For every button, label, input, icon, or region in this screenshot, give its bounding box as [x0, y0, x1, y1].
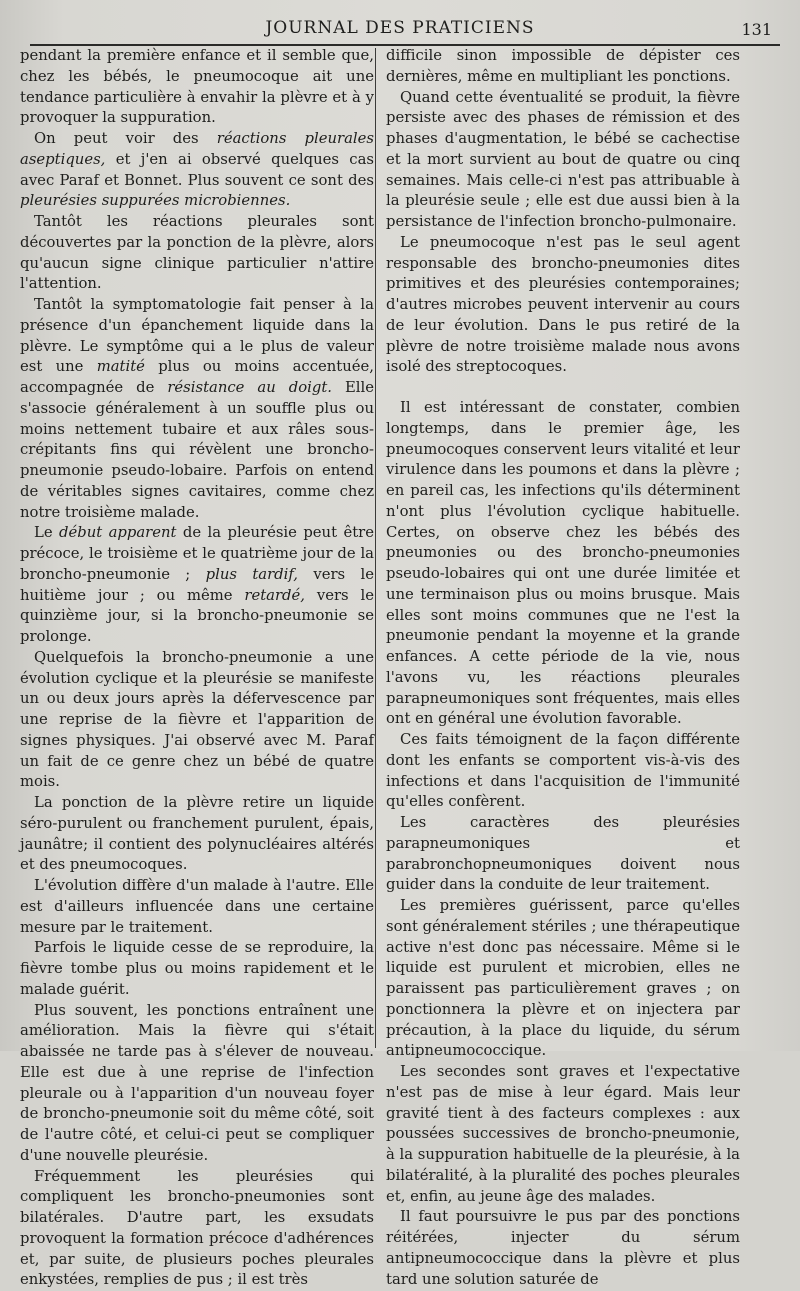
left-column	[20, 46, 374, 1291]
column-divider	[375, 48, 376, 1048]
italic-text: réactions pleurales aseptiques,	[20, 130, 374, 168]
text-run: Parfois le liquide cesse de se reproduire, la fièvre tombe plus ou moins rapidement et le malade guérit.	[20, 939, 374, 998]
text-run: Plus souvent, les ponctions entraînent une amélioration. Mais la fièvre qui s'était abaissée ne tarde pas à s'élever de nouveau. Elle est due à une reprise de l'infection pleurale ou à l'apparition d'un nouveau foyer de broncho-pneumonie soit du même côté, soit de l'autre côté, et celui-ci peut se compliquer d'une nouvelle pleurésie.	[20, 1002, 374, 1164]
text-run: On peut voir des	[34, 130, 217, 147]
right-column	[386, 46, 740, 1290]
text-run: difficile sinon impossible de dépister ces dernières, même en multipliant les ponctions.	[386, 47, 740, 85]
paragraph	[20, 212, 374, 295]
paragraph	[386, 233, 740, 378]
paragraph	[20, 1001, 374, 1167]
paragraph	[20, 129, 374, 212]
paragraph	[386, 88, 740, 233]
text-run: de la pleurésie peut être précoce, le troisième et le quatrième jour de la broncho-pneumonie ;	[20, 524, 374, 583]
text-run: Il faut poursuivre le pus par des ponctions réitérées, injecter du sérum antipneumococcique dans la plèvre et plus tard une solution saturée de	[386, 1208, 740, 1287]
italic-text: plus tardif,	[206, 566, 298, 583]
paragraph	[20, 46, 374, 129]
paragraph	[386, 1062, 740, 1207]
paragraph	[386, 896, 740, 1062]
italic-text: pleurésies suppurées microbiennes.	[20, 192, 290, 209]
paragraph	[20, 938, 374, 1000]
page-number: 131	[741, 20, 772, 39]
running-title: JOURNAL DES PRATICIENS	[20, 18, 780, 38]
paragraph	[20, 793, 374, 876]
text-run: plus ou moins accentuée, accompagnée de	[20, 358, 374, 396]
text-run: Tantôt les réactions pleurales sont découvertes par la ponction de la plèvre, alors qu'aucun signe clinique particulier n'attire l'attention.	[20, 213, 374, 292]
text-run: vers le quinzième jour, si la broncho-pneumonie se prolonge.	[20, 587, 374, 646]
text-run: Les caractères des pleurésies parapneumoniques et parabronchopneumoniques doivent nous guider dans la conduite de leur traitement.	[386, 814, 740, 893]
paragraph	[20, 876, 374, 938]
paragraph	[20, 295, 374, 523]
text-run: Il est intéressant de constater, combien longtemps, dans le premier âge, les pneumocoques conservent leurs vitalité et leur virulence dans les poumons et dans la plèvre ; en pareil cas, les infections qu'ils déterminent n'ont plus l'évolution cyclique habituelle. Certes, on observe chez les bébés des pneumonies ou des broncho-pneumonies pseudo-lobaires qui ont une durée limitée et une terminaison plus ou moins brusque. Mais elles sont moins communes que ne l'est la pneumonie pendant la moyenne et la grande enfances. A cette période de la vie, nous l'avons vu, les réactions pleurales parapneumoniques sont fréquentes, mais elles ont en général une évolution favorable.	[386, 399, 740, 727]
paragraph	[386, 813, 740, 896]
paragraph	[386, 398, 740, 730]
paragraph	[386, 46, 740, 88]
text-run: Elle s'associe généralement à un souffle plus ou moins nettement tubaire et aux râles sous-crépitants fins qui révèlent une broncho-pneumonie pseudo-lobaire. Parfois on entend de véritables signes cavitaires, comme chez notre troisième malade.	[20, 379, 374, 521]
paragraph	[386, 1207, 740, 1290]
text-run: et j'en ai observé quelques cas avec Paraf et Bonnet. Plus souvent ce sont des	[20, 151, 374, 189]
text-run: Tantôt la symptomatologie fait penser à la présence d'un épanchement liquide dans la plèvre. Le symptôme qui a le plus de valeur est une	[20, 296, 374, 375]
italic-text: matité	[97, 358, 145, 375]
text-run: pendant la première enfance et il semble que, chez les bébés, le pneumocoque ait une tendance particulière à envahir la plèvre et à y provoquer la suppuration.	[20, 47, 374, 126]
text-run: Quelquefois la broncho-pneumonie a une évolution cyclique et la pleurésie se manifeste un ou deux jours après la défervescence par une reprise de la fièvre et l'apparition de signes physiques. J'ai observé avec M. Paraf un fait de ce genre chez un bébé de quatre mois.	[20, 649, 374, 791]
text-run: vers le huitième jour ; ou même	[20, 566, 374, 604]
text-run: Les secondes sont graves et l'expectative n'est pas de mise à leur égard. Mais leur gravité tient à des facteurs complexes : aux poussées successives de broncho-pneumonie, à la suppuration habituelle de la pleurésie, à la bilatéralité, à la pluralité des poches pleurales et, enfin, au jeune âge des malades.	[386, 1063, 740, 1205]
text-run: La ponction de la plèvre retire un liquide séro-purulent ou franchement purulent, épais, jaunâtre; il contient des polynucléaires altérés et des pneumocoques.	[20, 794, 374, 873]
paragraph	[20, 648, 374, 793]
italic-text: début apparent	[59, 524, 176, 541]
paragraph	[20, 523, 374, 648]
text-run: Le	[34, 524, 59, 541]
paragraph	[386, 730, 740, 813]
italic-text: retardé,	[244, 587, 305, 604]
text-run: Le pneumocoque n'est pas le seul agent responsable des broncho-pneumonies dites primitives et des pleurésies contemporaines; d'autres microbes peuvent intervenir au cours de leur évolution. Dans le pus retiré de la plèvre de notre troisième malade nous avons isolé des streptocoques.	[386, 234, 740, 376]
page-header	[20, 12, 780, 46]
text-run: Ces faits témoignent de la façon différente dont les enfants se comportent vis-à-vis des infections et dans l'acquisition de l'immunité qu'elles confèrent.	[386, 731, 740, 810]
italic-text: résistance au doigt.	[167, 379, 332, 396]
text-run: Quand cette éventualité se produit, la fièvre persiste avec des phases de rémission et des phases d'augmentation, le bébé se cachectise et la mort survient au bout de quatre ou cinq semaines. Mais celle-ci n'est pas attribuable à la pleurésie seule ; elle est due aussi bien à la persistance de l'infection broncho-pulmonaire.	[386, 89, 740, 231]
text-run: L'évolution diffère d'un malade à l'autre. Elle est d'ailleurs influencée dans une certaine mesure par le traitement.	[20, 877, 374, 936]
paragraph	[20, 1167, 374, 1291]
text-run: Les premières guérissent, parce qu'elles sont généralement stériles ; une thérapeutique active n'est donc pas nécessaire. Même si le liquide est purulent et microbien, elles ne paraissent pas particulièrement graves ; on ponctionnera la plèvre et on injectera par précaution, à la place du liquide, du sérum antipneumococcique.	[386, 897, 740, 1059]
text-run: Fréquemment les pleurésies qui compliquent les broncho-pneumonies sont bilatérales. D'autre part, les exsudats provoquent la formation précoce d'adhérences et, par suite, de plusieurs poches pleurales enkystées, remplies de pus ; il est très	[20, 1168, 374, 1289]
